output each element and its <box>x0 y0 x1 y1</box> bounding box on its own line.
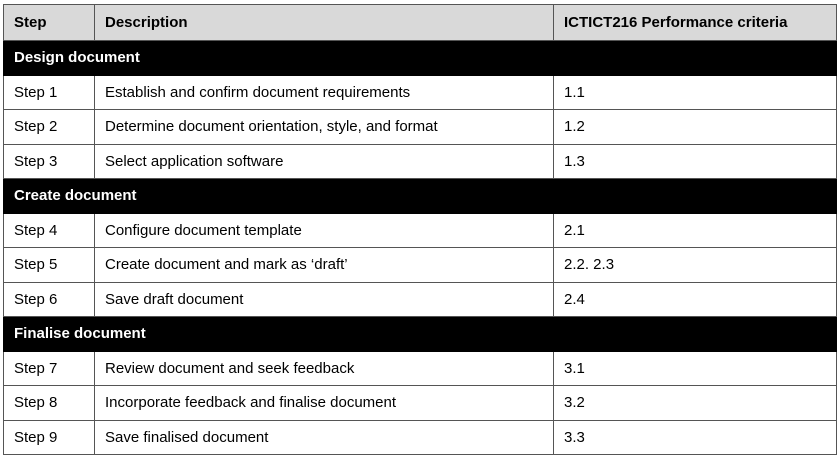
table-row <box>4 420 837 455</box>
step-cell: Step 7 <box>4 351 95 386</box>
step-cell: Step 5 <box>4 248 95 283</box>
criteria-cell: 3.1 <box>554 351 837 386</box>
step-cell: Step 9 <box>4 420 95 455</box>
criteria-cell: 2.1 <box>554 213 837 248</box>
table-row <box>4 351 837 386</box>
header-description: Description <box>95 5 554 41</box>
description-cell: Configure document template <box>95 213 554 248</box>
description-cell: Incorporate feedback and finalise document <box>95 386 554 421</box>
criteria-cell: 2.4 <box>554 282 837 317</box>
criteria-cell: 2.2. 2.3 <box>554 248 837 283</box>
section-header-finalise <box>4 317 837 352</box>
criteria-cell: 3.2 <box>554 386 837 421</box>
step-cell: Step 8 <box>4 386 95 421</box>
criteria-cell: 1.1 <box>554 75 837 110</box>
step-cell: Step 2 <box>4 110 95 145</box>
header-step: Step <box>4 5 95 41</box>
section-header-create <box>4 179 837 214</box>
criteria-cell: 1.3 <box>554 144 837 179</box>
table-row <box>4 248 837 283</box>
section-title: Design document <box>4 41 837 76</box>
criteria-cell: 1.2 <box>554 110 837 145</box>
step-cell: Step 6 <box>4 282 95 317</box>
header-row <box>4 5 837 41</box>
section-header-design <box>4 41 837 76</box>
section-title: Finalise document <box>4 317 837 352</box>
table-row <box>4 110 837 145</box>
description-cell: Save draft document <box>95 282 554 317</box>
section-title: Create document <box>4 179 837 214</box>
table-row <box>4 386 837 421</box>
description-cell: Save finalised document <box>95 420 554 455</box>
description-cell: Create document and mark as ‘draft’ <box>95 248 554 283</box>
steps-table <box>3 4 837 455</box>
step-cell: Step 3 <box>4 144 95 179</box>
table-row <box>4 144 837 179</box>
table-row <box>4 282 837 317</box>
description-cell: Determine document orientation, style, and format <box>95 110 554 145</box>
table-row <box>4 75 837 110</box>
header-criteria: ICTICT216 Performance criteria <box>554 5 837 41</box>
description-cell: Select application software <box>95 144 554 179</box>
table-row <box>4 213 837 248</box>
step-cell: Step 1 <box>4 75 95 110</box>
criteria-cell: 3.3 <box>554 420 837 455</box>
description-cell: Establish and confirm document requirements <box>95 75 554 110</box>
step-cell: Step 4 <box>4 213 95 248</box>
description-cell: Review document and seek feedback <box>95 351 554 386</box>
